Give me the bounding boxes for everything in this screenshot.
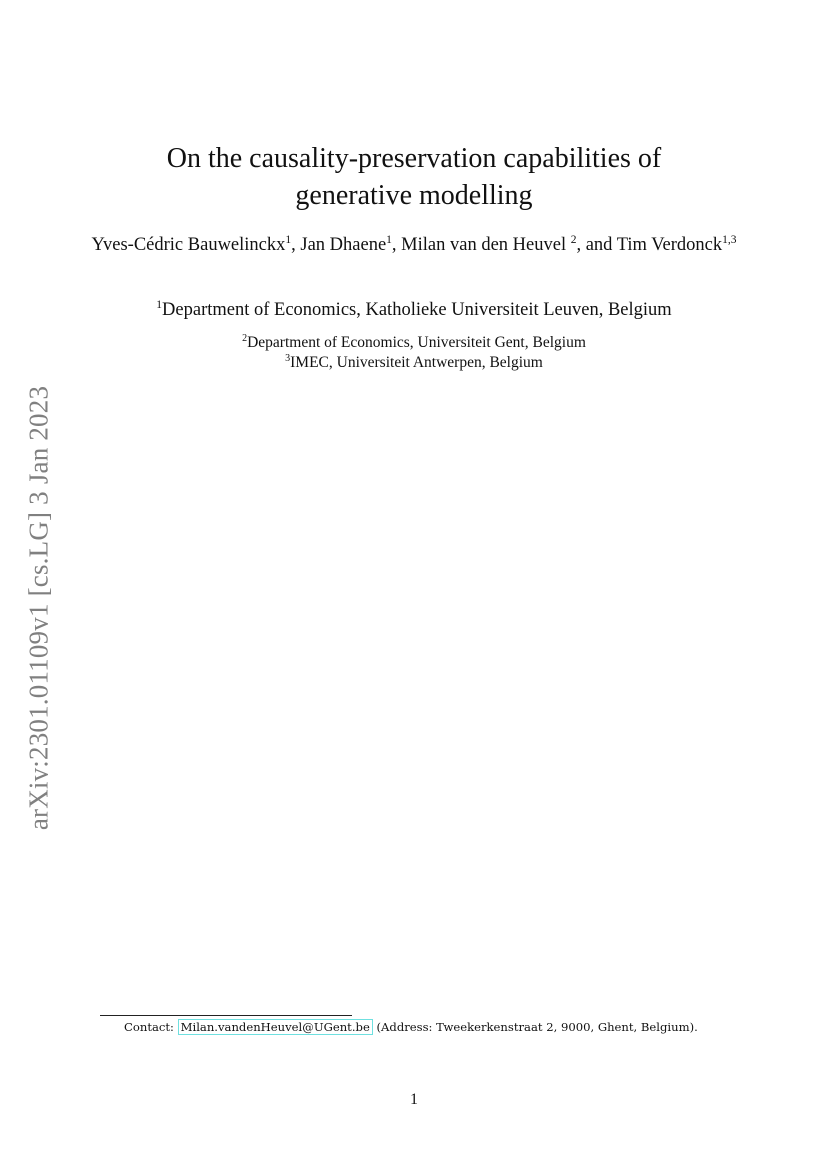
contact-email-link[interactable]: Milan.vandenHeuvel@UGent.be (178, 1019, 373, 1035)
page-number: 1 (410, 1091, 418, 1108)
author-affil-mark: 1,3 (722, 234, 737, 246)
author-name: Yves-Cédric Bauwelinckx (91, 235, 286, 255)
paper-title (0, 140, 828, 214)
author-name: Tim Verdonck (616, 235, 723, 255)
author-affil-mark: 2 (570, 234, 577, 246)
footnote (124, 1018, 784, 1036)
affil-text: Department of Economics, Katholieke Universiteit Leuven, Belgium (162, 300, 672, 320)
title-line-1: On the causality-preservation capabilities of (166, 143, 662, 174)
affiliation-2 (0, 333, 828, 353)
arxiv-stamp-text: arXiv:2301.01109v1 [cs.LG] 3 Jan 2023 (23, 385, 54, 831)
footnote-rule (100, 1015, 352, 1016)
affil-text: IMEC, Universiteit Antwerpen, Belgium (290, 354, 543, 371)
author-name: Milan van den Heuvel (401, 235, 567, 255)
affil-mark: 1 (156, 299, 163, 311)
author-list: Yves-Cédric Bauwelinckx$^1$, Jan Dhaene$^1$, Milan van den Heuvel $^2$, and Tim Verdonck$^{1,3}$ (91, 234, 737, 255)
author-affil-mark: 1 (285, 234, 292, 246)
footnote-prefix: Contact: (124, 1020, 178, 1034)
affil-mark: 2 (242, 333, 248, 344)
affil-text: Department of Economics, Universiteit Gent, Belgium (247, 334, 586, 351)
author-name: Jan Dhaene (300, 235, 387, 255)
affil-mark: 3 (285, 353, 291, 364)
footnote-suffix: (Address: Tweekerkenstraat 2, 9000, Ghent, Belgium). (372, 1020, 698, 1034)
affiliation-3 (0, 353, 828, 373)
title-line-2: generative modelling (295, 180, 533, 211)
affiliation-1 (0, 297, 828, 323)
author-affil-mark: 1 (386, 234, 392, 246)
